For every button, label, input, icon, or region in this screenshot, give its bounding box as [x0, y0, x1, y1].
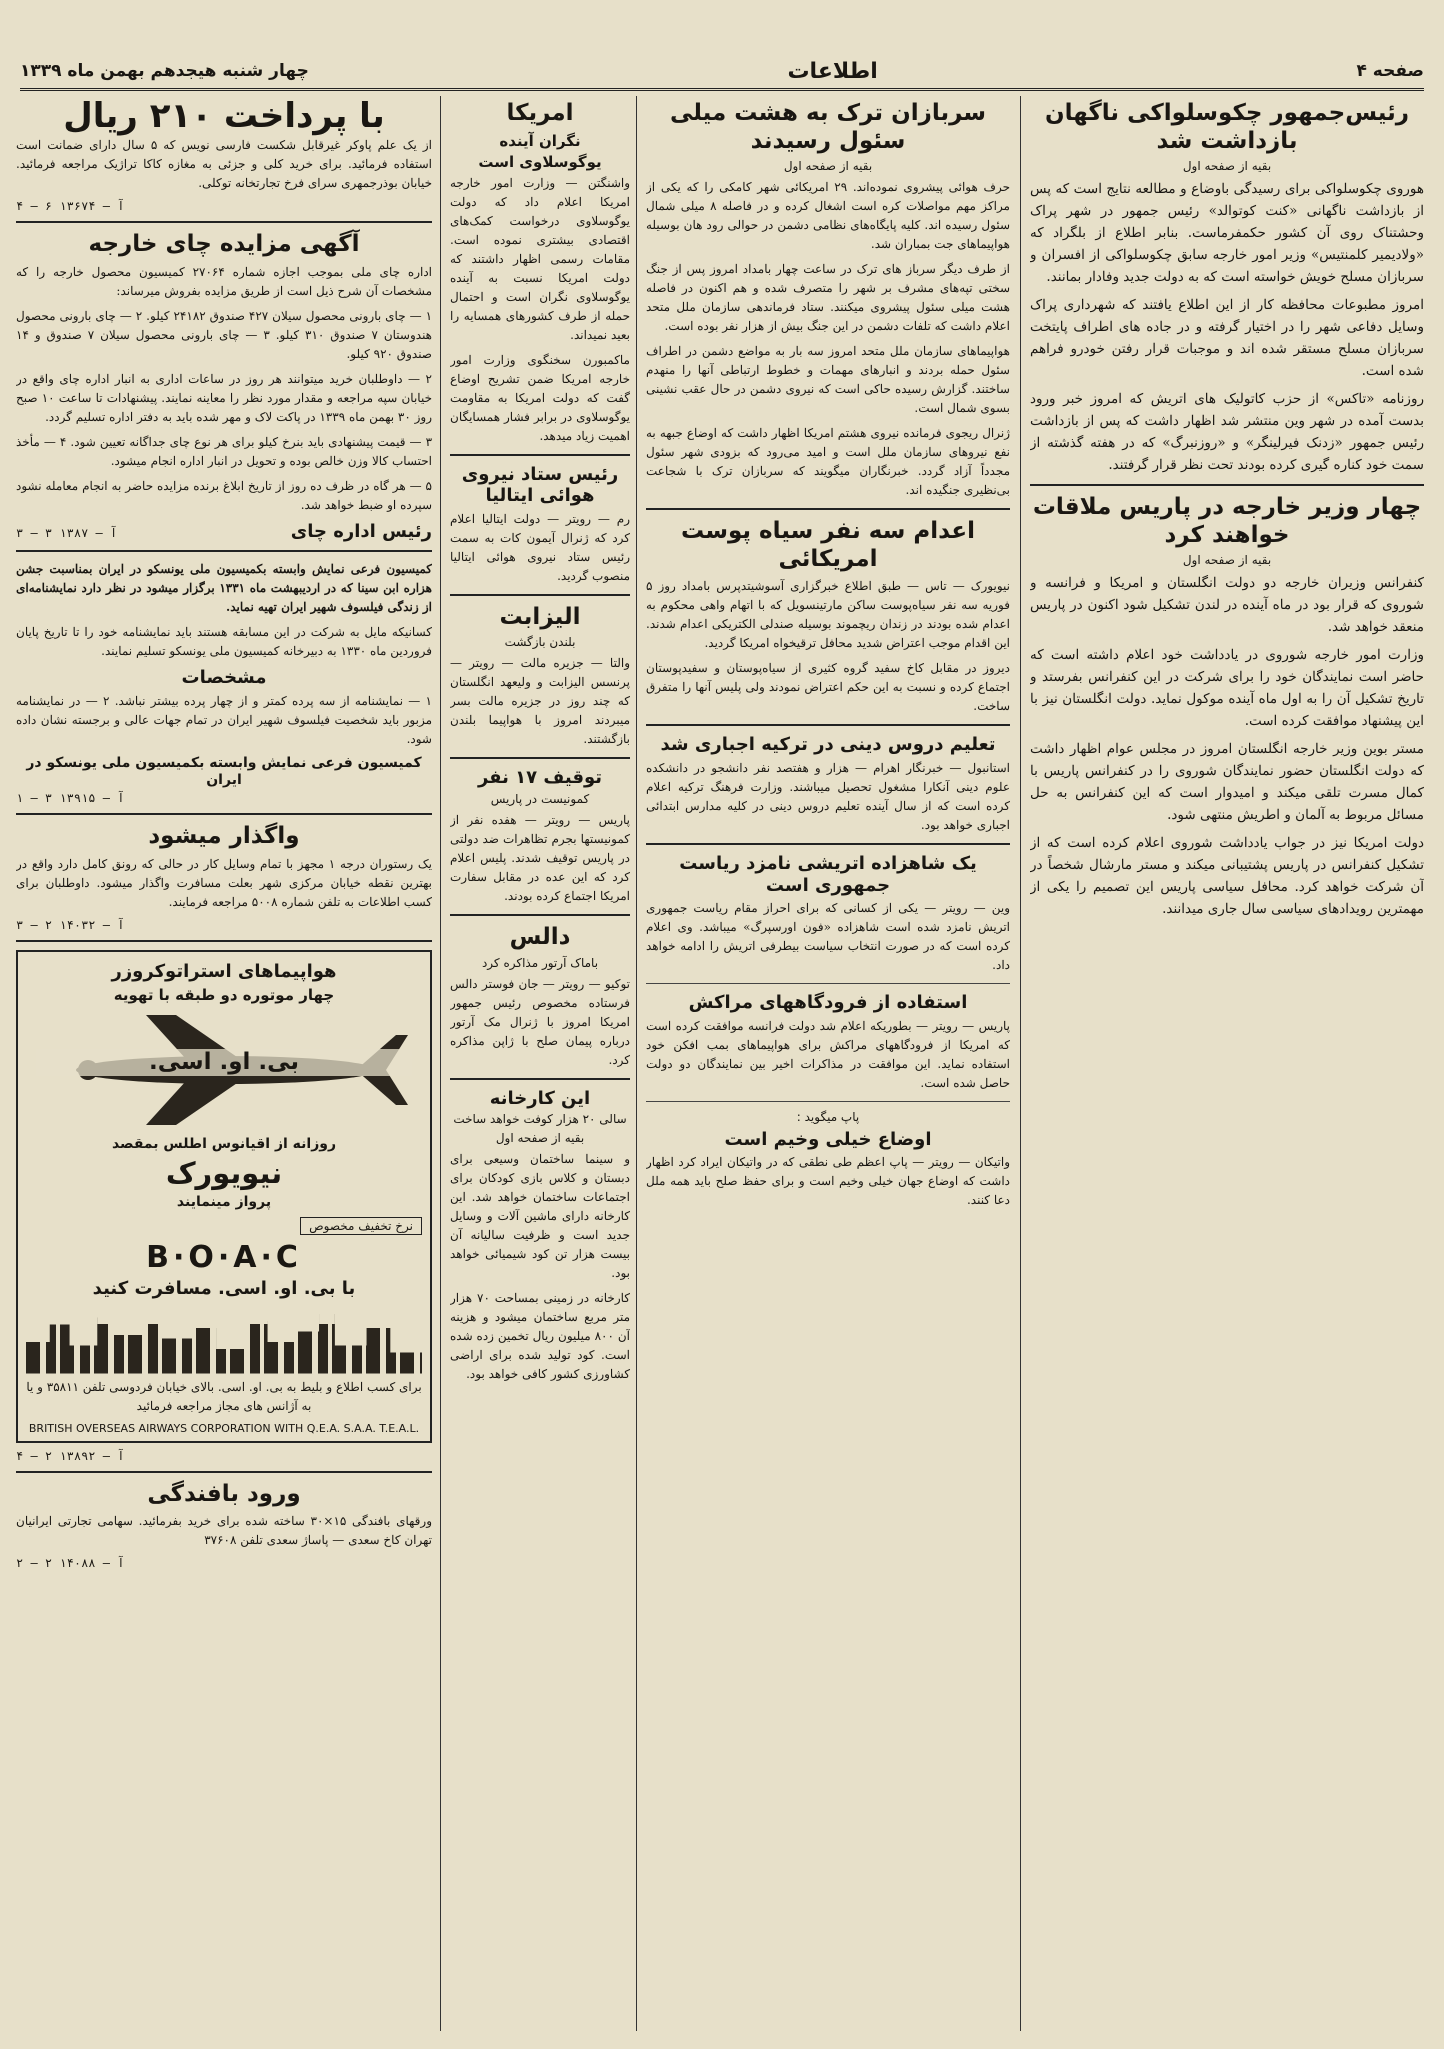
divider — [16, 813, 432, 815]
newspaper-name: اطلاعات — [787, 58, 878, 84]
ad-boac-line: روزانه از اقیانوس اطلس بمقصد — [111, 1135, 337, 1152]
article-paragraph: کنفرانس وزیران خارجه دو دولت انگلستان و امریکا و فرانسه و شوروی که قرار بود در ماه آینده در لندن تشکیل شود اکنون در پاریس منعقد خواهد شد. — [1030, 575, 1424, 636]
headline-czech-president: رئیس‌جمهور چکوسلواکی ناگهان بازداشت شد — [1044, 100, 1410, 154]
subheadline: نگران آینده — [499, 131, 581, 150]
divider — [646, 983, 1010, 984]
boac-advertisement — [16, 950, 432, 1443]
article-paragraph: حرف هوائی پیشروی نموده‌اند. ۲۹ امریکائی شهر کامکی را که یکی از مراکز مهم مواصلات کره است اشغال کرده و در فاصله ۸ میلی شمال سئول رسیده اند. کلیه پایگاه‌های نظامی دشمن در حوالی رود هان بوسیله هواپیماهای جت بمباران شد. — [646, 180, 1010, 252]
ad-subheading: مشخصات — [181, 667, 267, 689]
ad-signature: کمیسیون فرعی نمایش وابسته بکمیسیون ملی یونسکو در ایران — [26, 754, 422, 788]
article-paragraph: روزنامه «تاکس» از حزب کاتولیک های اتریش که امروز خبر ورود بدست آمده در شهر وین منتشر شد اظهار داشت که پس از بازداشت رئیس جمهور «زدنک فیرلینگر» و «روزنبرگ» که در هفته گذشته از سمت خود کناره گیری کرده بودند تحت نظر قرار گرفتند. — [1030, 391, 1424, 474]
page-number: صفحه ۴ — [1356, 61, 1424, 81]
headline-morocco-airfields: استفاده از فرودگاههای مراکش — [688, 992, 968, 1014]
divider — [450, 914, 630, 916]
subheadline: یوگوسلاوی است — [478, 152, 602, 171]
subheadline: بلندن بازگشت — [504, 635, 576, 650]
article-lead: پاپ میگوید : — [796, 1109, 860, 1124]
divider — [16, 550, 432, 552]
skyline-illustration — [26, 1304, 422, 1374]
ad-code: آ — ۱۴۰۸۸ ۲ — ۲ — [16, 1556, 125, 1571]
ad-text: ۱ — نمایشنامه از سه پرده کمتر و از چهار پرده بیشتر نباشد. ۲ — در نمایشنامه مزبور باید شخصیت فیلسوف شهیر ایران در تمام جهات عالی و برجسته نشان داده شود. — [16, 693, 432, 746]
divider — [16, 221, 432, 223]
ad-code: آ — ۱۳۸۷ ۳ — ۳ — [16, 525, 118, 540]
article-paragraph: رم — رویتر — دولت ایتالیا اعلام کرد که ژنرال آیمون کات به سمت رئیس ستاد نیروی هوائی ایتالیا منصوب گردید. — [450, 511, 630, 583]
ad-text: از یک علم پاوکر غیرقابل شکست فارسی نویس که ۵ سال دارای ضمانت است استفاده فرمائید. برای خرید کلی و جزئی به مغازه کاکا تراژیک مراجعه فرمائید. خیابان بوذرجمهری سرای فرخ تجارتخانه توکلی. — [16, 138, 432, 190]
continued-note: بقیه از صفحه اول — [495, 1131, 585, 1146]
article-paragraph: استانبول — خبرنگار اهرام — هزار و هفتصد نفر دانشجو در دانشکده علوم دینی آنکارا مشغول تحصیل میباشند. وزارت فرهنگ ترکیه اعلام کرده است که از سال آینده تعلیم دروس دینی در کلیه مدارس ابتدائی اجباری خواهد بود. — [646, 760, 1010, 832]
divider — [646, 843, 1010, 845]
ad-code: آ — ۱۴۰۳۲ ۲ — ۳ — [16, 917, 125, 932]
headline-factory: این کارخانه — [489, 1087, 591, 1109]
ad-text: ورقهای بافندگی ۱۵×۳۰ ساخته شده برای خرید بفرمائید. سهامی تجارتی ایرانیان تهران کاخ سعدی — پاساژ سعدی تلفن ۳۷۶۰۸ — [16, 1514, 432, 1548]
column-3 — [450, 96, 630, 2031]
article-paragraph: و سینما ساختمان وسیعی برای دبستان و کلاس بازی کودکان برای اجتماعات ساختمان خواهد شد. این کارخانه دارای ماشین آلات و وسایل جدید است و ظرفیت سالیانه آن بیست هزار تن کود شیمیائی خواهد بود. — [450, 1152, 630, 1281]
article-paragraph: از طرف دیگر سرباز های ترک در ساعت چهار بامداد امروز پس از جنگ سختی تپه‌های مشرف بر شهر را متصرف شده و هم اکنون در فاصله هشت میلی سئول پیشروی میکنند. ستاد فرماندهی سازمان ملل متحد اعلام داشت که تلفات دشمن در این جنگ بیش از هزار نفر بوده است. — [646, 262, 1010, 334]
headline-italy-air-force: رئیس ستاد نیروی هوائی ایتالیا — [461, 463, 619, 507]
headline-religious-education-turkey: تعلیم دروس دینی در ترکیه اجباری شد — [660, 734, 996, 756]
continued-note: بقیه از صفحه اول — [783, 159, 873, 174]
column-4-ads — [16, 96, 432, 2031]
masthead — [20, 54, 1424, 91]
article-paragraph: نیویورک — تاس — طبق اطلاع خبرگزاری آسوشیتدپرس بامداد روز ۵ فوریه سه نفر سیاه‌پوست ساکن مارتینسویل که با اتهام واهی محکوم به اعدام شده بودند در زندان ریچموند بوسیله صندلی الکتریکی اعدام شدند. این اقدام موجب اعتراض شدید محافل ترقیخواه امریکا گردید. — [646, 579, 1010, 651]
ad-boac-name: بی. او. اسی. — [36, 1049, 412, 1077]
divider — [646, 508, 1010, 510]
ad-text: ۵ — هر گاه در ظرف ده روز از تاریخ ابلاغ برنده مزایده حاضر به انجام معامله نشود سپرده او ضبط خواهد شد. — [16, 478, 432, 512]
ad-code: آ — ۱۳۸۹۲ ۲ — ۴ — [16, 1448, 125, 1463]
ad-text: ۲ — داوطلبان خرید میتوانند هر روز در ساعات اداری به انبار اداره چای واقع در خیابان سپه مراجعه و مقدار مورد نظر را معاینه نمایند. پیشنهادات تا ساعت ۱۰ صبح روز ۳۰ بهمن ماه ۱۳۳۹ در پاکت لاک و مهر شده باید به دفتر اداره تسلیم گردد. — [16, 371, 432, 424]
ad-price-headline: با پرداخت ۲۱۰ ریال — [63, 96, 385, 136]
divider — [450, 1078, 630, 1080]
divider — [646, 724, 1010, 726]
divider — [1030, 484, 1424, 486]
article-paragraph: مستر بوین وزیر خارجه انگلستان امروز در مجلس عوام اظهار داشت که دولت انگلستان حضور نمایندگان شوروی را در کنفرانس پاریس با کمال مسرت تلقی میکند و امیدوار است که این کنفرانس به حل مسائل مربوط به آلمان و اطریش منتهی شود. — [1030, 741, 1424, 824]
column-rule — [1020, 96, 1021, 2031]
ad-boac-tag: نرخ تخفیف مخصوص — [300, 1217, 422, 1235]
ad-boac-footer: BRITISH OVERSEAS AIRWAYS CORPORATION WITH Q.E.A. S.A.A. T.E.A.L. — [28, 1421, 420, 1435]
article-paragraph: والتا — جزیره مالت — رویتر — پرنسس الیزابت و ولیعهد انگلستان که چند روز در جزیره مالت بسر میبردند امروز با هواپیما بلندن بازگشتند. — [450, 656, 630, 747]
ad-boac-city: نیویورک — [165, 1155, 283, 1190]
ad-text: ۱ — چای بارونی محصول سیلان ۴۲۷ صندوق ۲۴۱۸۲ کیلو. ۲ — چای بارونی محصول هندوستان ۷ صندوق ۳۱۰ کیلو. ۳ — چای بارونی محصول سیلان ۷ صندوق و ۱۴ صندوق ۹۲۰ کیلو. — [16, 308, 432, 361]
article-paragraph: امروز مطبوعات محافظه کار از این اطلاع یافتند که شهرداری پراک وسایل دفاعی شهر را در اختیار گرفته و در جاده های اطراف پایتخت سربازان مسلح مستقر شده اند و موجبات قرار رفتن خودرو فراهم شده است. — [1030, 297, 1424, 380]
ad-tea-auction-title: آگهی مزایده چای خارجه — [88, 231, 360, 257]
headline-elizabeth: الیزابت — [499, 603, 581, 630]
divider — [16, 1471, 432, 1473]
article-paragraph: هوروی چکوسلواکی برای رسیدگی باوضاع و مطالعه نتایج است که پس از بازداشت ناگهانی «کنت کوتوالد» رئیس جمهور در شهر پراک وحشتناک روی آن کشور حکمفرماست. بنابر اطلاع از بلگراد که «ولادیمیر کلمنتیس» وزیر امور خارجه سابق چکوسلواکی از افسران و سربازان مسلح خویش خواسته است که به دولت جدید وفادار بمانند. — [1030, 181, 1424, 286]
subheadline: سالی ۲۰ هزار کوفت خواهد ساخت — [453, 1112, 627, 1127]
subheadline: کمونیست در پاریس — [490, 791, 590, 806]
ad-transfer-title: واگذار میشود — [148, 823, 300, 850]
ad-boac-line: هواپیماهای استراتوکروزر — [111, 960, 337, 982]
airplane-icon — [26, 1010, 422, 1130]
article-paragraph: پاریس — رویتر — بطوریکه اعلام شد دولت فرانسه موافقت کرده است که امریکا از فرودگاههای مراکش برای هواپیماهای بمب افکن خود استفاده نماید. این موافقت در مذاکرات اخیر بین نمایندگان دو دولت حاصل شده است. — [646, 1018, 1010, 1090]
article-paragraph: وزارت امور خارجه شوروی در یادداشت خود اعلام داشته است که حاضر است نمایندگان خود را برای شرکت در این کنفرانس بفرستد و تاریخ تشکیل آن را به اول ماه آینده موکول نماید. دولت انگلستان نیز با این پیشنهاد موافقت کرده است. — [1030, 647, 1424, 730]
article-paragraph: واتیکان — رویتر — پاپ اعظم طی نطقی که در واتیکان ایراد کرد اظهار داشت که اوضاع جهان خیلی وخیم است و برای حفظ صلح باید همه ملل دعا کنند. — [646, 1155, 1010, 1208]
article-paragraph: واشنگتن — وزارت امور خارجه امریکا اعلام داد که دولت یوگوسلاوی درخواست کمک‌های اقتصادی بیشتری نموده است. مقامات رسمی اظهار داشتند که دولت امریکا نسبت به آینده یوگوسلاوی نگران است و احتمال حمله از طرف کشورهای همسایه را بعید نمیداند. — [450, 175, 630, 342]
divider — [450, 454, 630, 456]
article-paragraph: وین — رویتر — یکی از کسانی که برای احراز مقام ریاست جمهوری اتریش نامزد شده است شاهزاده «فون اورسپرگ» میباشد. وی اعلام کرده است که در صورت انتخاب سیاست بیطرفی اتریش را ادامه خواهد داد. — [646, 901, 1010, 973]
article-paragraph: دولت امریکا نیز در جواب یادداشت شوروی اعلام کرده است که از تشکیل کنفرانس در پاریس پشتیبانی میکند و مستر مارشال شخصاً در آن شرکت خواهد کرد. محافل سیاسی پاریس این تصمیم را یکی از مهمترین رویدادهای سیاسی سال جاری میدانند. — [1030, 835, 1424, 918]
headline-foreign-ministers-paris: چهار وزیر خارجه در پاریس ملاقات خواهند کرد — [1032, 494, 1422, 548]
article-paragraph: توکیو — رویتر — جان فوستر دالس فرستاده مخصوص رئیس جمهور امریکا امروز با ژنرال مک آرتور درباره پیمان صلح با ژاپن مذاکره کرد. — [450, 976, 630, 1067]
continued-note: بقیه از صفحه اول — [1182, 159, 1272, 174]
ad-text: برای کسب اطلاع و بلیط به بی. او. اسی. بالای خیابان فردوسی تلفن ۳۵۸۱۱ و یا به آژانس های مجاز مراجعه فرمائید — [26, 1379, 422, 1413]
ad-text: ۳ — قیمت پیشنهادی باید بنرخ کیلو برای هر نوع چای جداگانه تعیین شود. ۴ — مأخذ احتساب کالا وزن خالص بوده و تحویل در انبار اداره انجام میشود. — [16, 434, 432, 468]
headline-turkish-soldiers: سربازان ترک به هشت میلی سئول رسیدند — [669, 100, 987, 154]
headline-america: امریکا — [506, 100, 574, 126]
column-rule — [636, 96, 637, 2031]
ad-text: یک رستوران درجه ۱ مجهز با تمام وسایل کار در حالی که رونق کامل دارد واقع در بهترین نقطه خیابان مرکزی شهر بعلت مسافرت واگذار میشود. داوطلبان برای کسب اطلاعات به تلفن شماره ۵۰۰۸ مراجعه فرمایند. — [16, 856, 432, 909]
issue-date: چهار شنبه هیجدهم بهمن ماه ۱۳۳۹ — [20, 61, 309, 81]
article-paragraph: کارخانه در زمینی بمساحت ۷۰ هزار متر مربع ساختمان میشود و هزینه آن ۸۰۰ میلیون ریال تخمین زده شده است. کود تولید شده برای اراضی کشاورزی کشور کافی خواهد بود. — [450, 1291, 630, 1382]
divider — [646, 1101, 1010, 1102]
headline-dulles: دالس — [509, 923, 571, 950]
divider — [450, 757, 630, 759]
article-paragraph: پاریس — رویتر — هفده نفر از کمونیستها بجرم تظاهرات ضد دولتی در پاریس توقیف شدند. پلیس اعلام کرد که این عده در مقابل سفارت امریکا اجتماع کرده بودند. — [450, 812, 630, 903]
article-paragraph: ماکمبورن سخنگوی وزارت امور خارجه امریکا ضمن تشریح اوضاع گفت که دولت امریکا به مقاومت یوگوسلاوی در برابر فشار همسایگان اهمیت زیاد میدهد. — [450, 352, 630, 443]
ad-text: اداره چای ملی بموجب اجازه شماره ۲۷۰۶۴ کمیسیون محصول خارجه را که مشخصات آن شرح ذیل است از طریق مزایده بفروش میرساند: — [16, 264, 432, 298]
column-1 — [1030, 96, 1424, 2031]
headline-pope: اوضاع خیلی وخیم است — [724, 1128, 932, 1150]
ad-boac-line: چهار موتوره دو طبقه با تهویه — [113, 985, 335, 1004]
article-paragraph: دیروز در مقابل کاخ سفید گروه کثیری از سیاه‌پوستان و سفیدپوستان اجتماع کرده و نسبت به این حکم اعتراض نمودند ولی پلیس آنها را متفرق ساخت. — [646, 661, 1010, 714]
ad-code: آ — ۱۳۹۱۵ ۳ — ۱ — [16, 791, 125, 806]
column-2 — [646, 96, 1010, 2031]
boac-logo: B·O·A·C — [146, 1239, 302, 1275]
ad-boac-cta: با بی. او. اسی. مسافرت کنید — [92, 1277, 356, 1299]
continued-note: بقیه از صفحه اول — [1182, 553, 1272, 568]
ad-text: کسانیکه مایل به شرکت در این مسابقه هستند باید نمایشنامه خود را تا تاریخ پایان فروردین ماه ۱۳۳۰ به دبیرخانه کمیسیون ملی یونسکو تسلیم نمایند. — [16, 625, 432, 659]
ad-boac-line: پرواز مینمایند — [176, 1193, 272, 1210]
article-paragraph: ژنرال ریجوی فرمانده نیروی هشتم امریکا اظهار داشت که اوضاع جبهه به نفع نیروهای سازمان ملل است و امید می‌رود که بزودی شهر سئول مجدداً آزاد گردد. خبرنگاران میگویند که سربازان ترک با شجاعت بی‌نظیری جنگیده اند. — [646, 426, 1010, 498]
headline-arrest-17: توقیف ۱۷ نفر — [477, 767, 603, 789]
ad-signature: رئیس اداره چای — [290, 520, 432, 542]
ad-text: کمیسیون فرعی نمایش وابسته بکمیسیون ملی یونسکو در ایران بمناسبت جشن هزاره ابن سینا که در اردیبهشت ماه ۱۳۳۱ برگزار میشود در نظر دارد نمایشنامه‌ای از زندگی فیلسوف شهیر ایران تهیه نماید. — [16, 562, 432, 615]
ad-weaving-title: ورود بافندگی — [147, 1480, 301, 1507]
subheadline: باماک آرتور مذاکره کرد — [481, 955, 599, 970]
headline-execution: اعدام سه نفر سیاه پوست امریکائی — [681, 518, 975, 572]
divider — [450, 594, 630, 596]
divider — [16, 940, 432, 942]
ad-code: آ — ۱۳۶۷۴ ۶ — ۴ — [16, 199, 125, 213]
column-rule — [440, 96, 441, 2031]
headline-austrian-prince: یک شاهزاده اتریشی نامزد ریاست جمهوری است — [679, 852, 977, 896]
article-paragraph: هواپیماهای سازمان ملل متحد امروز سه بار به مواضع دشمن در اطراف سئول حمله بردند و انبارهای مهمات و خطوط ارتباطی آنها را منهدم ساختند. گزارش رسیده حاکی است که نیروی دشمن در حال عقب نشینی بسوی شمال است. — [646, 344, 1010, 416]
